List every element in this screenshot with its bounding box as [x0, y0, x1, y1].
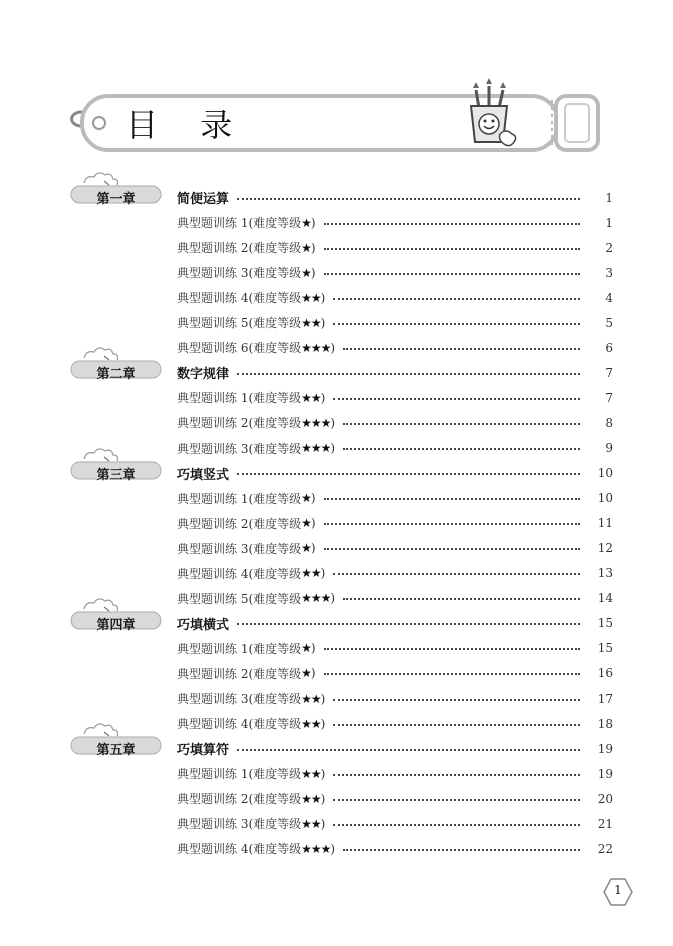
difficulty-stars: ★★	[301, 290, 321, 305]
entry-title[interactable]: 典型题训练 1(难度等级	[177, 391, 302, 406]
difficulty-stars: ★★★	[301, 591, 331, 606]
page-ref: 9	[605, 441, 613, 455]
leader-dots	[343, 849, 580, 851]
toc-entry-row[interactable]	[0, 811, 673, 836]
banner-frame	[0, 0, 673, 170]
entry-title-suffix: )	[310, 641, 316, 656]
entry-title[interactable]: 典型题训练 2(难度等级	[177, 666, 302, 681]
page-ref: 1	[605, 215, 613, 230]
cloud-icon	[84, 599, 118, 611]
difficulty-stars: ★	[301, 265, 311, 280]
leader-dots	[333, 824, 580, 826]
entry-title[interactable]: 典型题训练 1(难度等级	[177, 216, 302, 231]
entry-title-suffix: )	[310, 666, 316, 681]
chapter-badge	[70, 169, 162, 209]
toc-entry-row[interactable]	[0, 285, 673, 310]
entry-title-suffix: )	[320, 791, 326, 806]
toc-entry-row[interactable]	[0, 410, 673, 435]
difficulty-stars: ★	[301, 491, 311, 506]
entry-title[interactable]: 典型题训练 5(难度等级	[177, 591, 302, 606]
leader-dots	[324, 673, 580, 675]
leader-dots	[324, 273, 580, 275]
toc-entry-row[interactable]	[0, 786, 673, 811]
page-ref: 8	[605, 415, 613, 430]
entry-title-suffix: )	[310, 240, 316, 255]
entry-title-suffix: )	[320, 290, 326, 305]
page-ref: 11	[597, 516, 613, 531]
toc-chapter-row[interactable]	[0, 185, 673, 210]
toc-entry-row[interactable]	[0, 235, 673, 260]
entry-title-suffix: )	[310, 215, 316, 230]
page-ref: 15	[597, 616, 613, 631]
page-ref: 10	[597, 466, 613, 481]
difficulty-stars: ★★	[301, 716, 321, 731]
page-ref: 16	[597, 666, 613, 681]
page-number-badge	[603, 877, 633, 907]
cloud-icon	[84, 173, 118, 185]
toc-entry-row[interactable]	[0, 561, 673, 586]
toc-chapter-row[interactable]	[0, 611, 673, 636]
chapter-badge	[70, 445, 162, 485]
leader-dots	[343, 598, 580, 600]
entry-title[interactable]: 巧填算符	[177, 743, 230, 759]
entry-title-suffix: )	[310, 516, 316, 531]
entry-title[interactable]: 典型题训练 3(难度等级	[177, 817, 302, 832]
page-ref: 7	[605, 390, 613, 405]
toc-entry-row[interactable]	[0, 761, 673, 786]
difficulty-stars: ★★	[301, 566, 321, 581]
entry-title-suffix: )	[320, 315, 326, 330]
title-banner	[0, 0, 673, 170]
entry-title[interactable]: 典型题训练 2(难度等级	[177, 792, 302, 807]
chapter-badge	[70, 595, 162, 635]
toc-entry-row[interactable]	[0, 836, 673, 861]
difficulty-stars: ★★	[301, 766, 321, 781]
page-ref: 19	[597, 766, 613, 781]
leader-dots	[324, 223, 580, 225]
page-ref: 3	[605, 265, 613, 280]
toc-entry-row[interactable]	[0, 260, 673, 285]
toc-entry-row[interactable]	[0, 310, 673, 335]
leader-dots	[333, 323, 580, 325]
leader-dots	[343, 348, 580, 350]
leader-dots	[333, 573, 580, 575]
difficulty-stars: ★★	[301, 816, 321, 831]
toc-entry-row[interactable]	[0, 636, 673, 661]
entry-title-suffix: )	[310, 491, 316, 506]
entry-title[interactable]: 典型题训练 1(难度等级	[177, 641, 302, 656]
leader-dots	[237, 373, 580, 375]
page-ref: 22	[597, 841, 613, 856]
leader-dots	[333, 799, 580, 801]
entry-title-suffix: )	[330, 591, 336, 606]
entry-title[interactable]: 典型题训练 3(难度等级	[177, 541, 302, 556]
page-ref: 6	[605, 340, 613, 355]
difficulty-stars: ★★	[301, 691, 321, 706]
page-ref: 14	[597, 591, 613, 606]
entry-title[interactable]: 典型题训练 4(难度等级	[177, 842, 302, 857]
entry-title[interactable]: 典型题训练 4(难度等级	[177, 566, 302, 581]
entry-title-suffix: )	[320, 390, 326, 405]
entry-title[interactable]: 典型题训练 5(难度等级	[177, 316, 302, 331]
entry-title[interactable]: 典型题训练 1(难度等级	[177, 491, 302, 506]
leader-dots	[324, 523, 580, 525]
entry-title-suffix: )	[320, 816, 326, 831]
difficulty-stars: ★	[301, 516, 311, 531]
entry-title-suffix: )	[320, 766, 326, 781]
entry-title[interactable]: 数字规律	[177, 367, 230, 383]
difficulty-stars: ★	[301, 641, 311, 656]
cloud-icon	[84, 348, 118, 360]
leader-dots	[343, 448, 580, 450]
toc-entry-row[interactable]	[0, 686, 673, 711]
entry-title-suffix: )	[320, 716, 326, 731]
entry-title[interactable]: 典型题训练 6(难度等级	[177, 341, 302, 356]
entry-title[interactable]: 典型题训练 1(难度等级	[177, 767, 302, 782]
page-ref: 21	[597, 816, 613, 831]
entry-title[interactable]: 典型题训练 4(难度等级	[177, 291, 302, 306]
entry-title[interactable]: 典型题训练 2(难度等级	[177, 416, 302, 431]
leader-dots	[333, 699, 580, 701]
chapter-label: 第一章	[96, 192, 136, 207]
entry-title-suffix: )	[310, 541, 316, 556]
entry-title[interactable]: 典型题训练 4(难度等级	[177, 717, 302, 732]
difficulty-stars: ★★★	[301, 441, 331, 455]
leader-dots	[324, 648, 580, 650]
page-ref: 18	[597, 716, 613, 731]
leader-dots	[237, 623, 580, 625]
entry-title[interactable]: 典型题训练 2(难度等级	[177, 241, 302, 256]
toc-entry-row[interactable]	[0, 210, 673, 235]
difficulty-stars: ★★	[301, 390, 321, 405]
toc-entry-row[interactable]	[0, 536, 673, 561]
difficulty-stars: ★★★	[301, 841, 331, 856]
entry-title-suffix: )	[330, 340, 336, 355]
entry-title-suffix: )	[330, 841, 336, 856]
entry-title[interactable]: 巧填横式	[177, 617, 230, 633]
difficulty-stars: ★	[301, 215, 311, 230]
entry-title[interactable]: 典型题训练 3(难度等级	[177, 441, 302, 456]
difficulty-stars: ★★	[301, 315, 321, 330]
toc-entry-row[interactable]	[0, 486, 673, 511]
entry-title-suffix: )	[330, 441, 336, 455]
leader-dots	[333, 724, 580, 726]
page-number: 1	[614, 883, 622, 897]
chapter-label: 第三章	[96, 467, 136, 483]
difficulty-stars: ★	[301, 541, 311, 556]
leader-dots	[324, 498, 580, 500]
difficulty-stars: ★	[301, 240, 311, 255]
leader-dots	[324, 548, 580, 550]
page-ref: 7	[605, 365, 613, 380]
entry-title[interactable]: 巧填竖式	[177, 467, 230, 483]
leader-dots	[333, 398, 580, 400]
leader-dots	[237, 473, 580, 475]
page-ref: 12	[597, 541, 613, 556]
toc-chapter-row[interactable]	[0, 360, 673, 385]
entry-title[interactable]: 典型题训练 2(难度等级	[177, 516, 302, 531]
leader-dots	[333, 298, 580, 300]
toc-chapter-row[interactable]	[0, 461, 673, 486]
cloud-icon	[84, 724, 118, 736]
toc-entry-row[interactable]	[0, 385, 673, 410]
entry-title-suffix: )	[310, 265, 316, 280]
page-ref: 1	[605, 190, 613, 205]
page-title: 目 录	[126, 106, 249, 144]
chapter-badge	[70, 720, 162, 760]
difficulty-stars: ★★★	[301, 340, 331, 355]
difficulty-stars: ★★	[301, 791, 321, 806]
leader-dots	[333, 774, 580, 776]
page-ref: 20	[597, 791, 613, 806]
chapter-badge	[70, 344, 162, 384]
leader-dots	[343, 423, 580, 425]
entry-title-suffix: )	[330, 415, 336, 430]
entry-title[interactable]: 简便运算	[177, 192, 230, 207]
difficulty-stars: ★	[301, 666, 311, 681]
difficulty-stars: ★★★	[301, 415, 331, 430]
leader-dots	[237, 749, 580, 751]
chapter-label: 第五章	[96, 743, 136, 759]
chapter-label: 第二章	[96, 367, 136, 383]
page-ref: 17	[597, 691, 613, 706]
page-ref: 2	[605, 240, 613, 255]
page-ref: 19	[597, 741, 613, 756]
entry-title[interactable]: 典型题训练 3(难度等级	[177, 266, 302, 281]
toc-entry-row[interactable]	[0, 661, 673, 686]
leader-dots	[237, 198, 580, 200]
cloud-icon	[84, 448, 118, 460]
page-ref: 13	[597, 566, 613, 581]
page-ref: 15	[597, 641, 613, 656]
page-ref: 4	[605, 290, 613, 305]
toc-chapter-row[interactable]	[0, 736, 673, 761]
toc-entry-row[interactable]	[0, 511, 673, 536]
chapter-label: 第四章	[96, 617, 136, 633]
entry-title-suffix: )	[320, 566, 326, 581]
entry-title[interactable]: 典型题训练 3(难度等级	[177, 692, 302, 706]
entry-title-suffix: )	[320, 691, 326, 706]
page-ref: 5	[605, 315, 613, 330]
leader-dots	[324, 248, 580, 250]
page-ref: 10	[597, 491, 613, 506]
